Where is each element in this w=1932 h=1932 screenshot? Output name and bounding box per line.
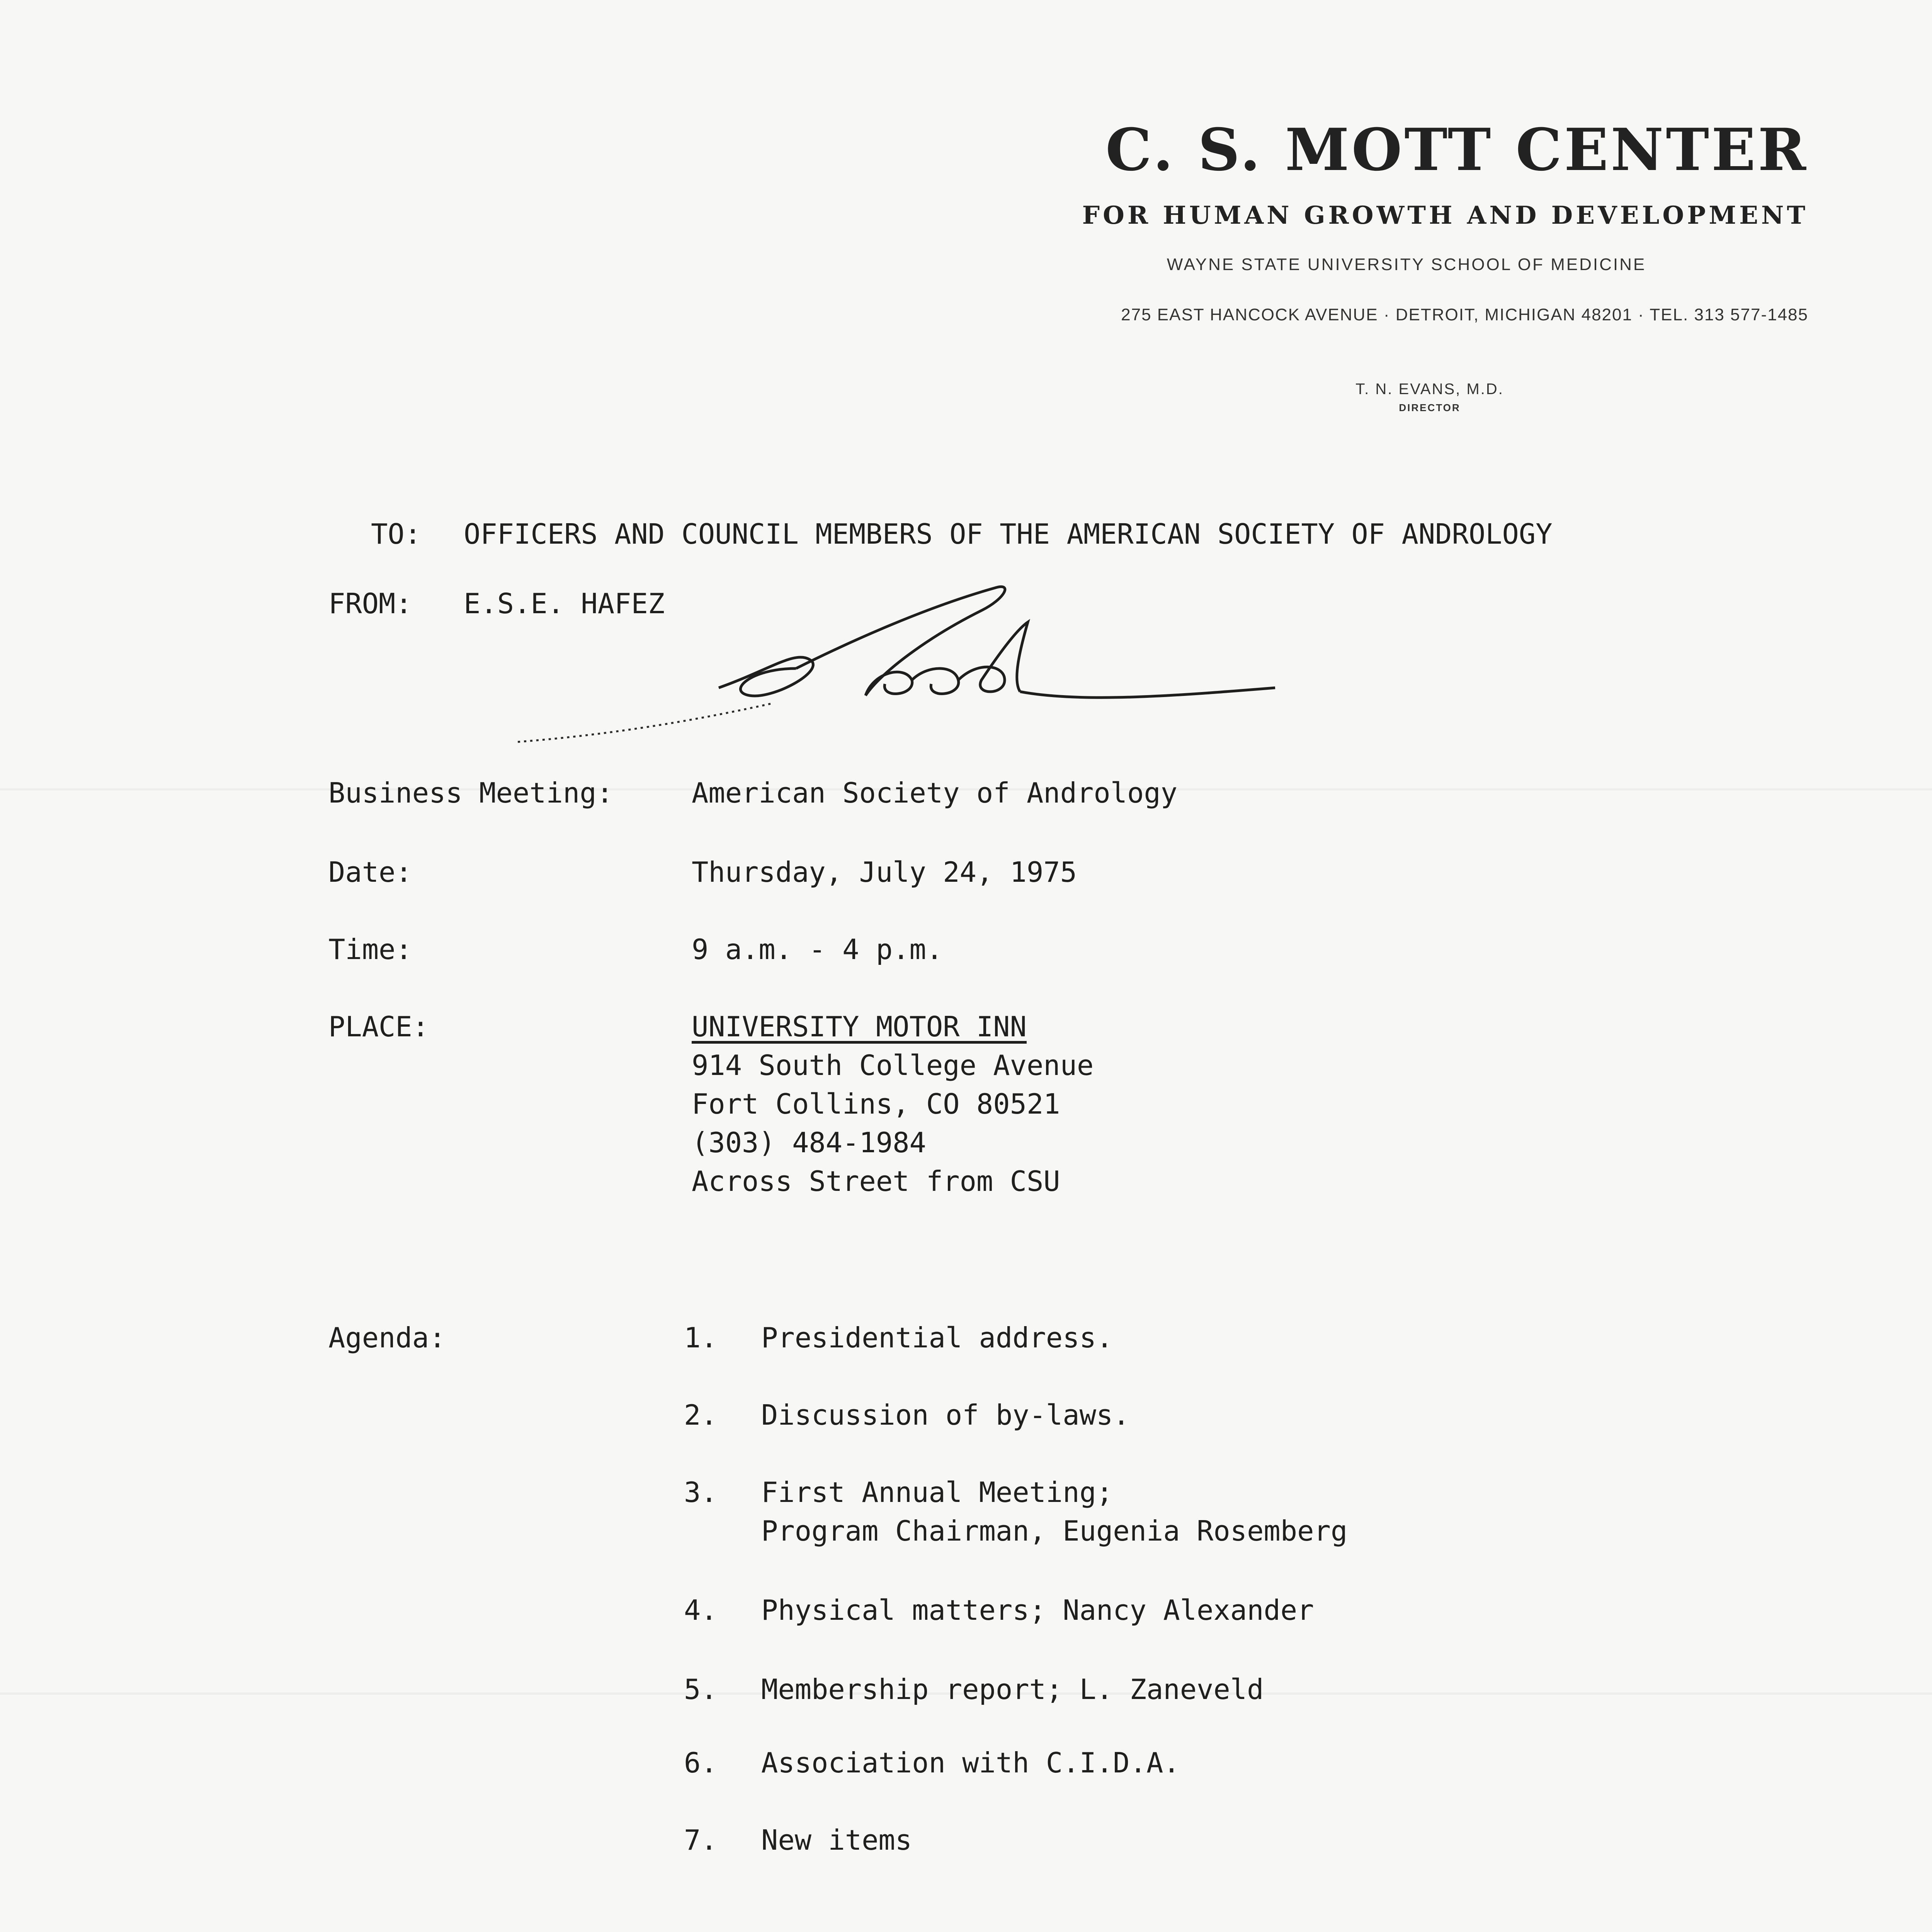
agenda-item-text: New items (761, 1824, 912, 1856)
agenda-item-number: 4. (684, 1594, 718, 1626)
agenda-item-text: Physical matters; Nancy Alexander (761, 1594, 1314, 1626)
meeting-value: American Society of Andrology (692, 777, 1178, 809)
agenda-item-number: 3. (684, 1476, 718, 1509)
letterhead-school: WAYNE STATE UNIVERSITY SCHOOL OF MEDICINE (1167, 255, 1646, 274)
agenda-item-number: 1. (684, 1321, 718, 1354)
date-label: Date: (328, 856, 412, 888)
letterhead-title: C. S. MOTT CENTER (1105, 116, 1808, 184)
agenda-item-number: 2. (684, 1399, 718, 1431)
to-label: TO: (371, 518, 422, 550)
time-label: Time: (328, 933, 412, 966)
agenda-item-text: Discussion of by-laws. (761, 1399, 1130, 1431)
agenda-item-number: 5. (684, 1673, 718, 1706)
place-line: (303) 484-1984 (692, 1126, 926, 1159)
letterhead-subtitle: FOR HUMAN GROWTH AND DEVELOPMENT (1082, 201, 1808, 230)
place-line: Fort Collins, CO 80521 (692, 1088, 1060, 1120)
director-title: DIRECTOR (1399, 402, 1461, 413)
agenda-item-text: Presidential address. (761, 1321, 1113, 1354)
date-value: Thursday, July 24, 1975 (692, 856, 1077, 888)
signature (502, 572, 1352, 757)
agenda-label: Agenda: (328, 1321, 446, 1354)
time-value: 9 a.m. - 4 p.m. (692, 933, 943, 966)
agenda-item-text: Program Chairman, Eugenia Rosemberg (761, 1515, 1348, 1547)
agenda-item-text: First Annual Meeting; (761, 1476, 1113, 1509)
agenda-item-text: Membership report; L. Zaneveld (761, 1673, 1264, 1706)
place-line: UNIVERSITY MOTOR INN (692, 1010, 1027, 1043)
agenda-item-number: 7. (684, 1824, 718, 1856)
agenda-item-number: 6. (684, 1747, 718, 1779)
to-value: OFFICERS AND COUNCIL MEMBERS OF THE AMERICAN SOCIETY OF ANDROLOGY (464, 518, 1553, 550)
from-label: FROM: (328, 587, 412, 620)
letterhead-address: 275 EAST HANCOCK AVENUE · DETROIT, MICHIGAN 48201 · TEL. 313 577-1485 (1121, 305, 1808, 324)
place-line: Across Street from CSU (692, 1165, 1060, 1197)
director-name: T. N. EVANS, M.D. (1355, 381, 1504, 398)
place-label: PLACE: (328, 1010, 429, 1043)
from-value: E.S.E. HAFEZ (464, 587, 665, 620)
meeting-label: Business Meeting: (328, 777, 613, 809)
agenda-item-text: Association with C.I.D.A. (761, 1747, 1180, 1779)
place-line: 914 South College Avenue (692, 1049, 1094, 1082)
